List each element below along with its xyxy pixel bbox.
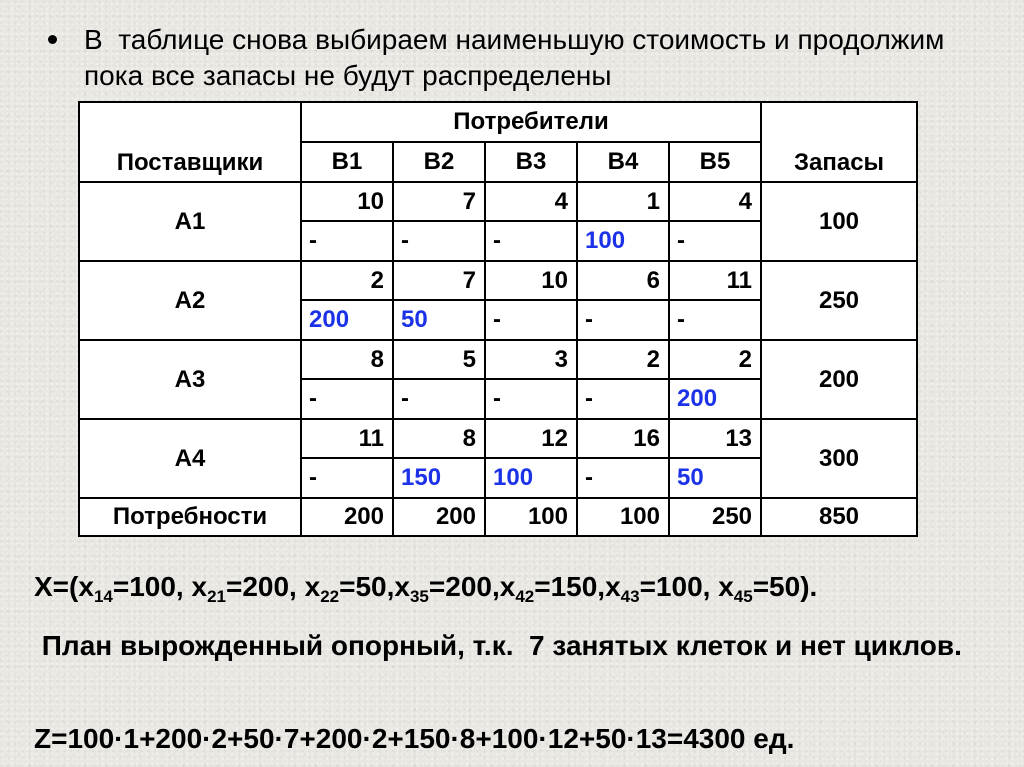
stock-value: 100 <box>761 182 917 261</box>
allocation-cell <box>485 458 577 498</box>
stock-header: Запасы <box>761 102 917 182</box>
allocation-value: - <box>401 227 409 254</box>
stock-value: 300 <box>761 419 917 498</box>
cost-value: 4 <box>738 188 753 215</box>
plan-conclusion: План вырожденный опорный, т.к. 7 занятых клеток и нет циклов. <box>34 630 962 661</box>
allocation-cell <box>577 221 669 261</box>
supplier-label: А4 <box>79 419 301 498</box>
solution-vector <box>34 570 1014 604</box>
allocation-cell <box>485 379 577 419</box>
allocation-value: 100 <box>585 227 626 254</box>
total-value: 850 <box>761 498 917 536</box>
cost-cell <box>577 419 669 458</box>
cost-value: 11 <box>358 425 384 452</box>
cost-value: 4 <box>554 188 568 215</box>
allocation-value: - <box>309 227 317 254</box>
cost-cell <box>301 182 393 221</box>
variable-index: 45 <box>733 587 753 606</box>
cost-cell <box>577 261 669 300</box>
cost-cell <box>485 340 577 379</box>
table-row <box>79 340 917 379</box>
supplier-label: А1 <box>79 182 301 261</box>
variable-index: 42 <box>515 587 535 606</box>
cost-cell <box>485 261 577 300</box>
cost-cell <box>669 261 761 300</box>
cost-value: 5 <box>462 346 476 373</box>
allocation-cell <box>669 379 761 419</box>
allocation-value: - <box>493 227 501 254</box>
cost-cell <box>485 419 577 458</box>
allocation-cell <box>485 221 577 261</box>
allocation-value: - <box>493 306 501 333</box>
cost-value: 11 <box>726 267 753 294</box>
allocation-value: - <box>585 306 593 333</box>
allocation-value: 150 <box>401 464 442 491</box>
cost-value: 2 <box>738 346 753 373</box>
variable-index: 22 <box>320 587 340 606</box>
cost-value: 8 <box>462 425 476 452</box>
cost-value: 8 <box>370 346 384 373</box>
stock-value: 200 <box>761 340 917 419</box>
table-row <box>79 182 917 221</box>
cost-value: 16 <box>633 425 660 452</box>
allocation-value: 200 <box>309 306 350 333</box>
cost-value: 13 <box>725 425 753 452</box>
allocation-cell <box>393 300 485 340</box>
cost-value: 1 <box>646 188 660 215</box>
consumer-label: В2 <box>393 142 485 182</box>
allocation-value: 50 <box>401 306 428 333</box>
allocation-value: 200 <box>677 385 718 412</box>
allocation-cell <box>669 300 761 340</box>
solution-prefix: X=(x <box>34 571 94 602</box>
consumer-label: В1 <box>301 142 393 182</box>
variable-index: 21 <box>207 587 226 606</box>
cost-value: 12 <box>541 425 568 452</box>
demand-label: Потребности <box>79 498 301 536</box>
cost-cell <box>577 182 669 221</box>
consumers-header: Потребители <box>301 102 761 142</box>
allocation-cell <box>577 379 669 419</box>
consumer-label: В3 <box>485 142 577 182</box>
cost-cell <box>393 419 485 458</box>
consumer-label: В5 <box>669 142 761 182</box>
variable-value: =200,x <box>428 571 516 602</box>
cost-cell <box>393 261 485 300</box>
cost-value: 2 <box>370 267 384 294</box>
allocation-value: 50 <box>677 464 704 491</box>
demand-value: 100 <box>485 498 577 536</box>
allocation-value: 100 <box>493 464 534 491</box>
cost-cell <box>301 419 393 458</box>
variable-value: =50,x <box>339 571 410 602</box>
allocation-cell <box>393 458 485 498</box>
cost-value: 2 <box>646 346 660 373</box>
stock-value: 250 <box>761 261 917 340</box>
allocation-cell <box>393 379 485 419</box>
demand-value: 200 <box>393 498 485 536</box>
variable-index: 14 <box>93 587 113 606</box>
table-row <box>79 261 917 300</box>
demand-value: 250 <box>669 498 761 536</box>
supplier-label: А2 <box>79 261 301 340</box>
variable-value: =100, x <box>639 571 734 602</box>
allocation-cell <box>577 458 669 498</box>
variable-value: =50). <box>752 571 818 602</box>
allocation-value: - <box>677 306 685 333</box>
suppliers-header: Поставщики <box>79 102 301 182</box>
cost-value: 10 <box>541 267 568 294</box>
variable-value: =150,x <box>534 571 621 602</box>
allocation-value: - <box>585 385 593 412</box>
allocation-cell <box>301 379 393 419</box>
allocation-cell <box>301 458 393 498</box>
cost-cell <box>669 340 761 379</box>
demand-value: 200 <box>301 498 393 536</box>
allocation-cell <box>577 300 669 340</box>
cost-cell <box>669 419 761 458</box>
objective-value: Z=100·1+200·2+50·7+200·2+150·8+100·12+50·13=4300 ед. <box>34 723 795 754</box>
cost-cell <box>393 182 485 221</box>
allocation-value: - <box>309 385 317 412</box>
allocation-value: - <box>677 227 685 254</box>
allocation-cell <box>485 300 577 340</box>
cost-cell <box>301 340 393 379</box>
allocation-value: - <box>401 385 409 412</box>
cost-cell <box>393 340 485 379</box>
allocation-value: - <box>585 464 593 491</box>
table-row <box>79 419 917 458</box>
variable-index: 35 <box>409 587 429 606</box>
cost-value: 3 <box>554 346 568 373</box>
allocation-value: - <box>309 464 317 491</box>
allocation-cell <box>669 458 761 498</box>
consumer-label: В4 <box>577 142 669 182</box>
allocation-value: - <box>493 385 501 412</box>
supplier-label: А3 <box>79 340 301 419</box>
cost-value: 7 <box>462 188 476 215</box>
variable-value: =100, x <box>112 571 208 602</box>
bullet-icon <box>48 35 57 44</box>
cost-cell <box>485 182 577 221</box>
allocation-cell <box>669 221 761 261</box>
allocation-cell <box>301 300 393 340</box>
cost-cell <box>577 340 669 379</box>
cost-cell <box>669 182 761 221</box>
bullet-text: В таблице снова выбираем наименьшую стоимость и продолжим пока все запасы не будут распределены <box>84 24 960 91</box>
cost-value: 10 <box>357 188 384 215</box>
cost-value: 7 <box>462 267 476 294</box>
demand-value: 100 <box>577 498 669 536</box>
variable-index: 43 <box>620 587 640 606</box>
variable-value: =200, x <box>225 571 321 602</box>
allocation-cell <box>301 221 393 261</box>
cost-value: 6 <box>646 267 660 294</box>
cost-cell <box>301 261 393 300</box>
transport-table <box>78 101 918 537</box>
allocation-cell <box>393 221 485 261</box>
